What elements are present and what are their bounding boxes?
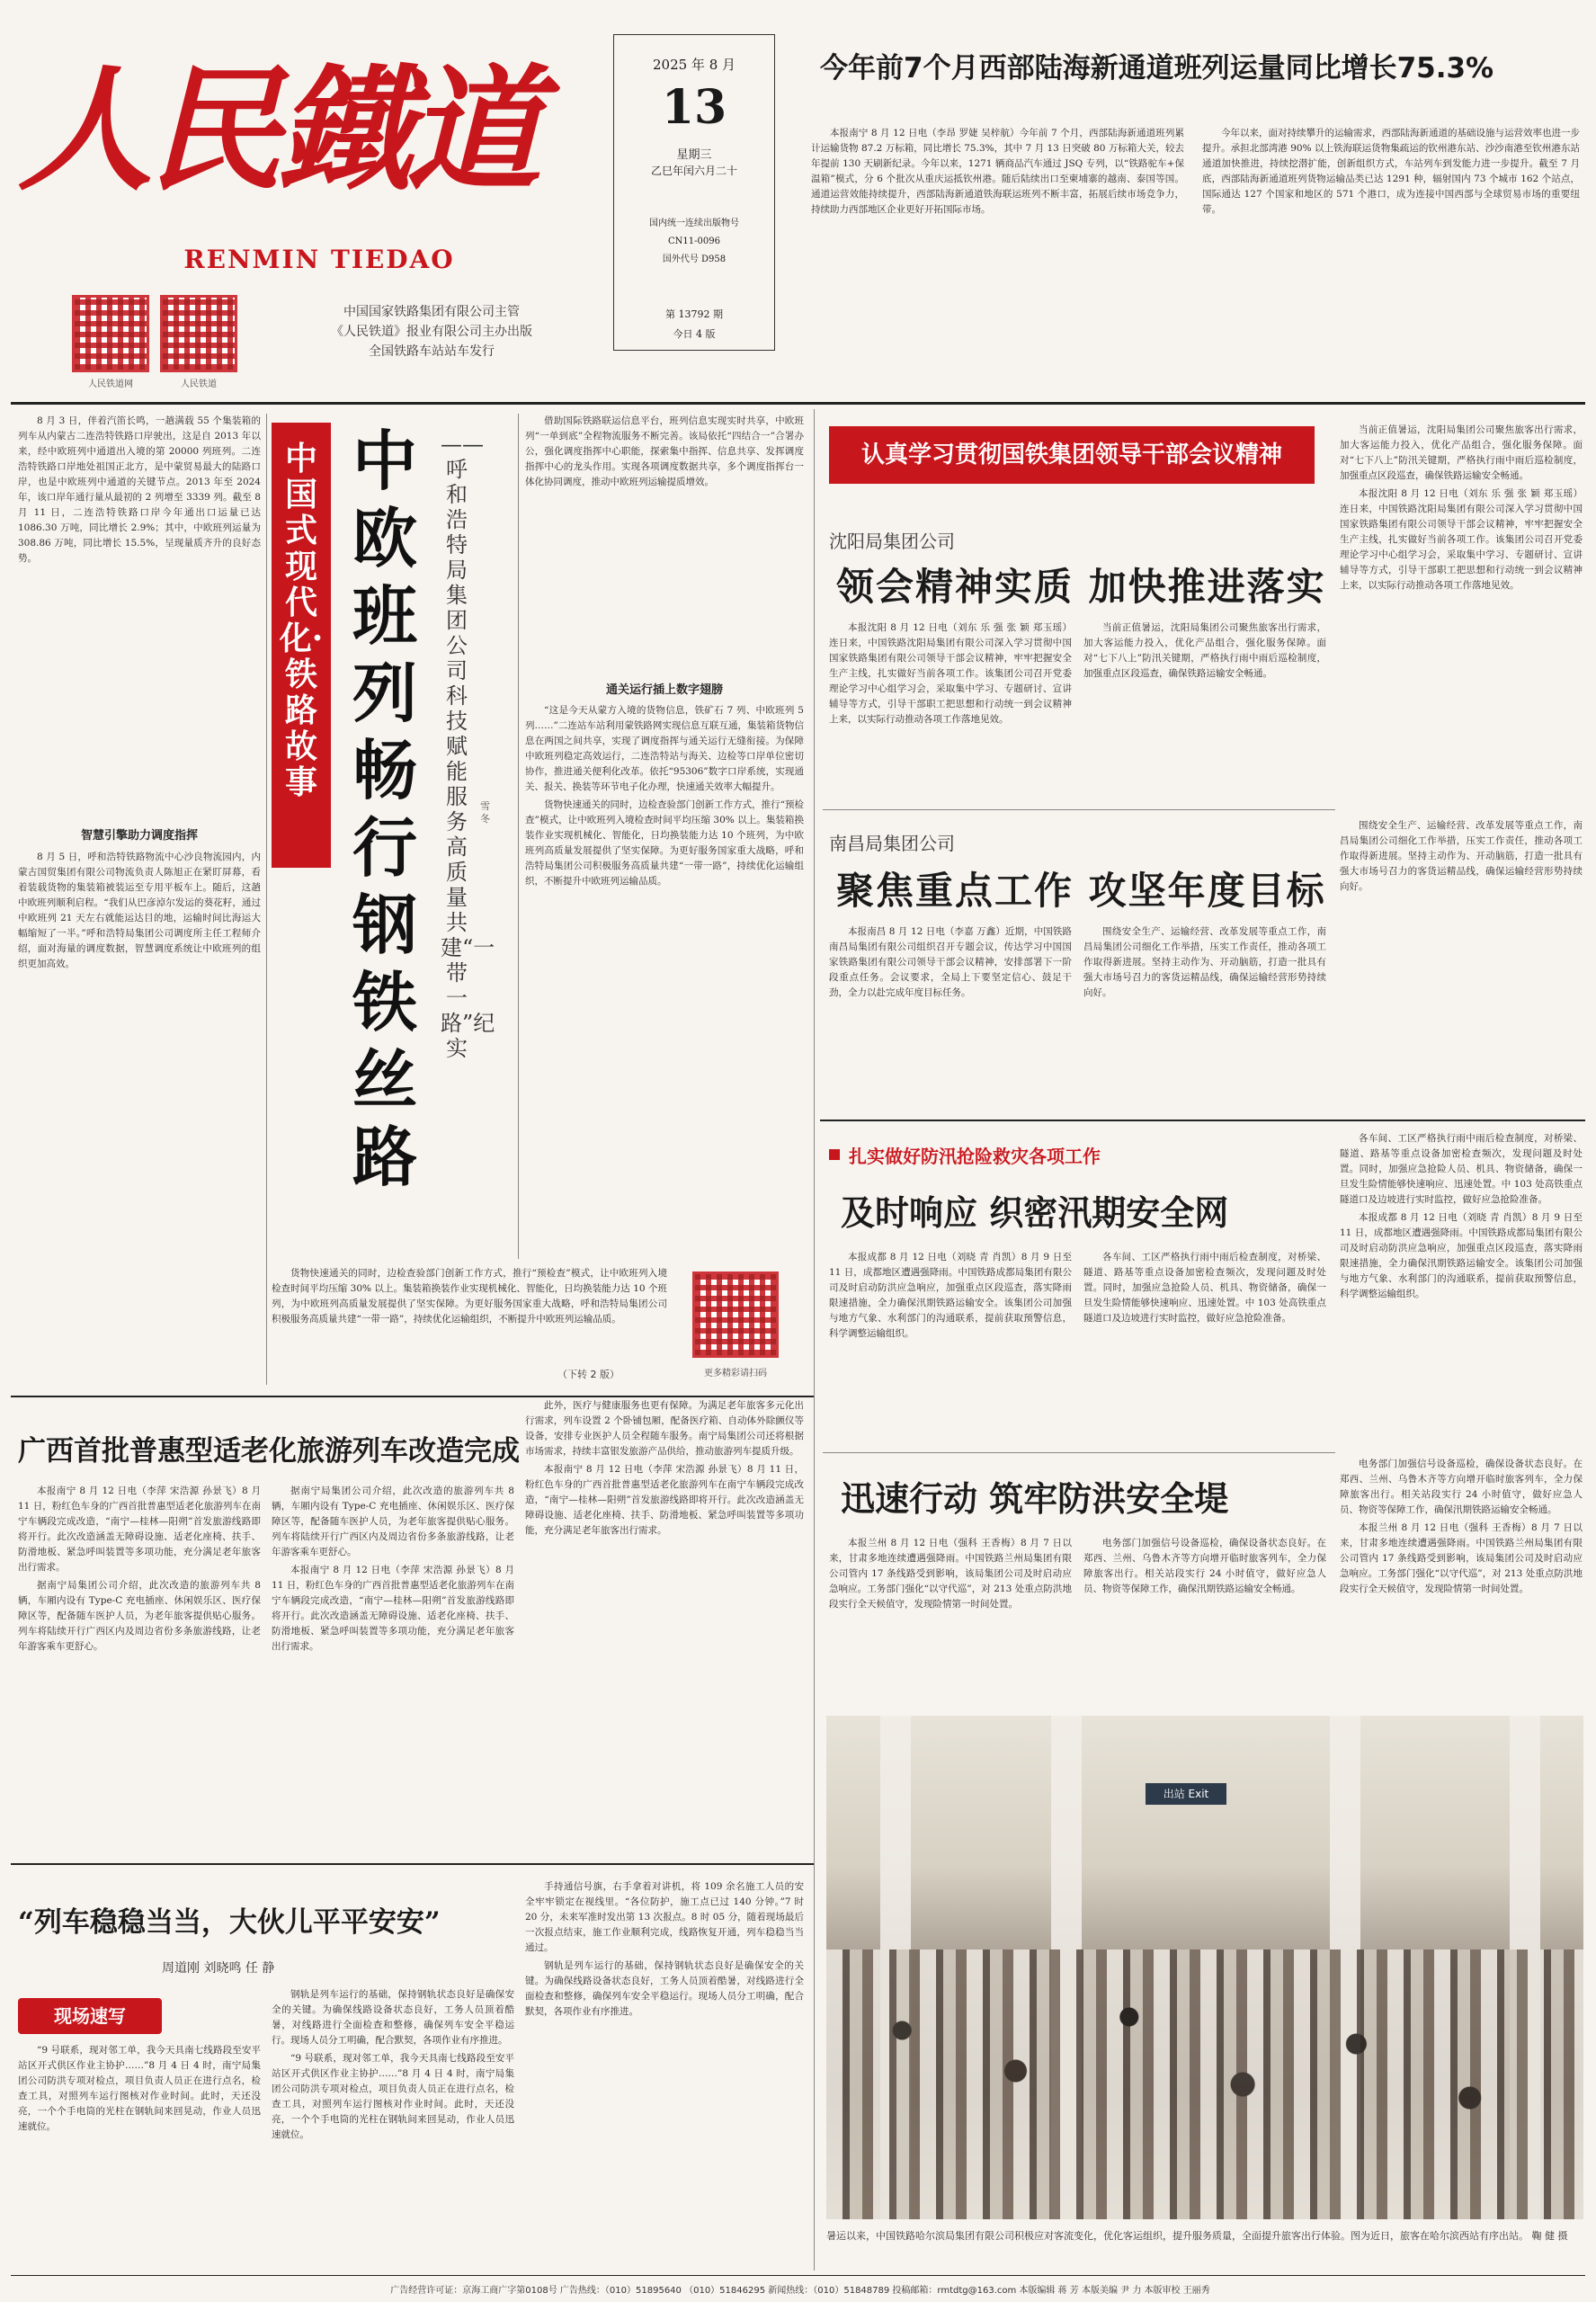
onsite-col-3: 手持通信号旗，右手拿着对讲机，将 109 余名施工人员的安全牢牢锁定在视线里。“各位防护，施工点已过 140 分钟。”7 时 20 分，未来军准时发出第 13 次报点。8 时 05 分，随着现场最后一次报点结束，施工作业顺利完成，线路恢复开通，列车稳稳当当通过。 钢轨是列车运行的基础，保持钢轨状态良好是确保安全的关键。为确保线路设备状态良好，工务人员顶着酷暑，对线路进行全面检查和整修，确保列车安全平稳运行。现场人员分工明确，配合默契，各项作业有序推进。 xyxy=(525,1881,804,2017)
masthead-pinyin: RENMIN TIEDAO xyxy=(183,245,455,274)
photo-caption: 暑运以来，中国铁路哈尔滨局集团有限公司积极应对客流变化，优化客运组织，提升服务质量，全面提升旅客出行体验。图为近日，旅客在哈尔滨西站有序出站。 鞠 健 摄 xyxy=(826,2230,1568,2242)
masthead-logo: 人民鐵道 xyxy=(18,51,537,210)
photo-crowd xyxy=(826,1950,1583,2219)
feature-col-1b: 8 月 5 日，呼和浩特铁路物流中心沙良物流园内，内蒙古国贸集团有限公司物流负责人陈旭正在紧盯屏幕，看着装载货物的集装箱被装运至专用平板车上。随后，这趟中欧班列顺利启程。“我们从巴彦淖尔发运的葵花籽，通过中欧班列 21 天左右就能运达目的地，运输时间比海运大幅缩短了一半。”呼和浩特局集团公司调度所主任工程师介绍，面对海量的调度数据，智慧调度系统让中欧班列的组织更加高效。 xyxy=(18,852,261,969)
issue-pages: 今日 4 版 xyxy=(673,328,716,340)
publication-code-1: 国内统一连续出版物号 xyxy=(649,219,739,228)
feature-subhead-1: 智慧引擎助力调度指挥 xyxy=(80,829,198,843)
meeting-banner: 认真学习贯彻国铁集团领导干部会议精神 xyxy=(829,426,1315,484)
qr-label-wechat: 人民铁道 xyxy=(181,379,217,389)
flood-label-marker xyxy=(829,1149,840,1160)
feature-continued: （下转 2 版） xyxy=(557,1369,620,1380)
shenyang-divider xyxy=(823,809,1335,810)
issue-number: 第 13792 期 xyxy=(665,308,723,320)
qr-code-wechat xyxy=(160,295,237,372)
nanchang-headline: 聚焦重点工作 攻坚年度目标 xyxy=(836,869,1326,913)
onsite-divider-top xyxy=(11,1863,814,1865)
qr-code-website xyxy=(72,295,149,372)
publication-code-2: CN11-0096 xyxy=(668,236,720,246)
onsite-col-1: “9 号联系，现对邻工单，我今天具南七线路段至安平站区开式供区作业主协护……”8 月 4 日 4 时，南宁局集团公司防洪专项对检点，项目负责人员正在进行点名，检查工具，对照列车运行图核对作业时间。此时，天还没亮，一个个手电筒的光柱在钢轨间来回晃动，作业人员迅速就位。 xyxy=(18,2045,261,2132)
feature-qr-code xyxy=(692,1271,779,1358)
top-story-headline: 今年前7个月西部陆海新通道班列运量同比增长75.3% xyxy=(820,52,1494,85)
nanchang-bureau-label: 南昌局集团公司 xyxy=(829,833,955,854)
feature-col-3: 货物快速通关的同时，边检查验部门创新工作方式，推行“预检查”模式，让中欧班列入境检查时间平均压缩 30% 以上。集装箱换装作业实现机械化、智能化，日均换装能力达 10 个班列，为中欧班列高质量发展提供了坚实保障。为更好服务国家重大战略，呼和浩特局集团公司积极服务高质量共建“一带一路”，持续优化运输组织，不断提升中欧班列运输品质。 xyxy=(272,1268,667,1325)
publication-codes xyxy=(614,215,774,269)
publisher-line-3: 全国铁路车站站车发行 xyxy=(369,344,495,359)
flood-section-label: 扎实做好防汛抢险救灾各项工作 xyxy=(849,1146,1101,1167)
guangxi-headline: 广西首批普惠型适老化旅游列车改造完成 xyxy=(18,1435,520,1468)
flood-1-col-3: 各车间、工区严格执行雨中雨后检查制度，对桥梁、隧道、路基等重点设备加密检查频次，发现问题及时处置。同时，加强应急抢险人员、机具、物资储备，确保一旦发生险情能够快速响应、迅速处置。中 103 处高铁重点隧道口及边坡进行实时监控，做好应急抢险准备。 本报成都 8 月 12 日电（刘晓 青 肖凯）8 月 9 日至 11 日，成都地区遭遇强降雨。中国铁路成都局集团有限公司及时启动防洪应急响应，加强重点区段巡查，落实降雨限速措施，全力确保汛期铁路运输安全。该集团公司加强与地方气象、水利部门的沟通联系，提前获取预警信息，科学调整运输组织。 xyxy=(1340,1133,1583,1299)
feature-subtitle: ——呼和浩特局集团公司科技赋能服务高质量共建“一带一路”纪实 xyxy=(441,432,495,1061)
publication-code-3: 国外代号 D958 xyxy=(662,254,727,264)
date-year-month: 2025 年 8 月 xyxy=(652,57,736,73)
onsite-authors: 周道刚 刘晓鸣 任 静 xyxy=(162,1961,275,1976)
guangxi-divider-top xyxy=(11,1396,814,1397)
date-weekday: 星期三 xyxy=(676,148,712,162)
feature-qr-label: 更多精彩请扫码 xyxy=(704,1369,767,1379)
onsite-headline: “列车稳稳当当，大伙儿平平安安” xyxy=(18,1906,441,1939)
guangxi-col-2: 据南宁局集团公司介绍，此次改造的旅游列车共 8 辆，车厢内设有 Type-C 充电插座、休闲娱乐区、医疗保障区等，配备随车医护人员，为老年旅客提供贴心服务。列车将陆续开行广西区内及周边省份多条旅游线路，让老年游客乘车更舒心。 本报南宁 8 月 12 日电（李萍 宋浩源 孙景飞）8 月 11 日，粉红色车身的广西首批普惠型适老化旅游列车在南宁车辆段完成改造，“南宁—桂林—阳朔”首发旅游线路即将开行。此次改造涵盖无障碍设施、适老化座椅、扶手、防滑地板、紧急呼叫装置等多项功能，充分满足老年旅客出行需求。 xyxy=(272,1486,514,1652)
flood-1-col-2: 各车间、工区严格执行雨中雨后检查制度，对桥梁、隧道、路基等重点设备加密检查频次，发现问题及时处置。同时，加强应急抢险人员、机具、物资储备，确保一旦发生险情能够快速响应、迅速处置。中 103 处高铁重点隧道口及边坡进行实时监控，做好应急抢险准备。 xyxy=(1083,1252,1326,1324)
feature-divider-left xyxy=(266,414,267,1385)
date-day: 13 xyxy=(661,80,727,135)
shenyang-bureau-label: 沈阳局集团公司 xyxy=(829,531,955,552)
guangxi-col-3: 此外，医疗与健康服务也更有保障。为满足老年旅客多元化出行需求，列车设置 2 个卧铺包厢，配备医疗箱、自动体外除颤仪等设备，安排专业医护人员全程随车服务。南宁局集团公司还将根据市场需求，持续丰富银发旅游产品供给，推动旅游列车提质升级。 本报南宁 8 月 12 日电（李萍 宋浩源 孙景飞）8 月 11 日，粉红色车身的广西首批普惠型适老化旅游列车在南宁车辆段完成改造，“南宁—桂林—阳朔”首发旅游线路即将开行。此次改造涵盖无障碍设施、适老化座椅、扶手、防滑地板、紧急呼叫装置等多项功能，充分满足老年旅客出行需求。 xyxy=(525,1400,804,1536)
flood-2-col-2: 电务部门加强信号设备巡检，确保设备状态良好。在郑西、兰州、乌鲁木齐等方向增开临时旅客列车，全力保障旅客出行。相关站段实行 24 小时值守，做好应急人员、物资等保障工作，确保汛期铁路运输安全畅通。 xyxy=(1083,1538,1326,1594)
flood-2-col-1: 本报兰州 8 月 12 日电（强科 王香梅）8 月 7 日以来，甘肃多地连续遭遇强降雨。中国铁路兰州局集团有限公司管内 17 条线路受到影响，该局集团公司及时启动应急响应。工务部门强化“以守代巡”，对 213 处重点防洪地段实行全天候值守，发现险情第一时间处置。 xyxy=(829,1538,1072,1610)
feature-col-2b: “这是今天从蒙方入境的货物信息，铁矿石 7 列、中欧班列 5 列……”二连站车站利用蒙铁路网实现信息互联互通，集装箱货物信息在两国之间共享，实现了调度指挥与通关运行无缝衔接。为保障中欧班列稳定高效运行，二连浩特站与海关、边检等口岸单位密切协作，推进通关便利化改革。依托“95306”数字口岸系统，实现通关、报关、换装等环节电子化办理，快速通关效率大幅提升。 货物快速通关的同时，边检查验部门创新工作方式，推行“预检查”模式，让中欧班列入境检查时间平均压缩 30% 以上。集装箱换装作业实现机械化、智能化，日均换装能力达 10 个班列，为中欧班列高质量发展提供了坚实保障。为更好服务国家重大战略，呼和浩特局集团公司积极服务高质量共建“一带一路”，持续优化运输组织，不断提升中欧班列运输品质。 xyxy=(525,705,804,887)
shenyang-headline: 领会精神实质 加快推进落实 xyxy=(836,565,1326,609)
date-block xyxy=(613,34,775,351)
top-story-col-2: 今年以来，面对持续攀升的运输需求，西部陆海新通道的基础设施与运营效率也进一步提升。承担北部湾港 90% 以上铁海联运货物集疏运的钦州港东站、沙沙南港至钦州港东站通道加快推进，持续挖潜扩能，创新组织方式，车站列车到发能力进一步提升。截至 7 月底，西部陆海新通道班列货物运输品类已达 1291 种，辐射国内 73 个城市 162 个站点，国际通达 127 个国家和地区的 571 个港口，成为连接中国西部与全球贸易市场的重要纽带。 xyxy=(1202,128,1580,215)
nanchang-col-2: 围绕安全生产、运输经营、改革发展等重点工作，南昌局集团公司细化工作举措，压实工作责任，推动各项工作取得新进展。坚持主动作为、开动脑筋，打造一批具有强大市场号召力的客货运精品线，确保运输经营形势持续向好。 xyxy=(1083,926,1326,998)
shenyang-col-2: 当前正值暑运，沈阳局集团公司聚焦旅客出行需求，加大客运能力投入，优化产品组合，强化服务保障。面对“七下八上”防汛关键期，严格执行雨中雨后巡检制度，加强重点区段巡查，确保铁路运输安全畅通。 xyxy=(1083,622,1326,679)
feature-col-2: 借助国际铁路联运信息平台，班列信息实现实时共享，中欧班列“一单到底”全程物流服务不断完善。该局依托“四结合一”合署办公，强化调度指挥中心职能，探索集中指挥、信息共享、发挥调度指挥中心的龙头作用。实现各项调度数据共享，多个调度指挥台一体化协同调度，推动中欧班列运输提质增效。 xyxy=(525,415,804,487)
flood-headline-1: 及时响应 织密汛期安全网 xyxy=(841,1192,1229,1233)
station-crowd-photo xyxy=(826,1716,1583,2219)
feature-subhead-2: 通关运行插上数字翅膀 xyxy=(605,683,723,697)
flood-headline-2: 迅速行动 筑牢防洪安全堤 xyxy=(841,1478,1229,1519)
top-story-col-1: 本报南宁 8 月 12 日电（李昂 罗婕 吴梓航）今年前 7 个月，西部陆海新通道班列累计运输货物 87.2 万标箱，同比增长 75.3%，其中 7 月 13 日突破 80 万标箱大关，较去年提前 130 天刷新纪录。今年以来，1271 辆商品汽车通过 JSQ 专列，以“铁路驼车+保温箱”模式，分 6 个批次从重庆运抵钦州港。随后陆续出口至柬埔寨的越南、泰国等国。通道运营效能持续提升，西部陆海新通道铁海联运班列不断丰富，拓展后续市场竞争力，持续助力西部地区企业更好开拓国际市场。 xyxy=(811,128,1184,215)
footer-info: 广告经营许可证：京海工商广字第0108号 广告热线：（010）51895640 （010）51846295 新闻热线：（010）51848789 投稿邮箱：rmtdtg@163.com 本版编辑 蒋 芳 本版美编 尹 力 本版审校 王丽秀 xyxy=(390,2286,1210,2296)
feature-series-tag: 中国式现代化·铁路故事 xyxy=(272,423,331,868)
publisher-info xyxy=(261,302,602,361)
nanchang-col-3: 围绕安全生产、运输经营、改革发展等重点工作，南昌局集团公司细化工作举措，压实工作责任，推动各项工作取得新进展。坚持主动作为、开动脑筋，打造一批具有强大市场号召力的客货运精品线，确保运输经营形势持续向好。 xyxy=(1340,820,1583,892)
flood-divider-top xyxy=(820,1120,1585,1121)
publisher-line-1: 中国国家铁路集团有限公司主管 xyxy=(343,305,520,319)
issue-info xyxy=(614,305,774,344)
feature-col-1: 8 月 3 日，伴着汽笛长鸣，一趟满载 55 个集装箱的列车从内蒙古二连浩特铁路口岸驶出，这是自 2013 年以来，经中欧班列中通道出入境的第 20000 列班列。二连浩特铁路口岸地处祖国正北方，是中蒙贸易最大的陆路口岸，也是中欧班列中通道的关键节点。2013 年至 2024 年，该口岸年通行量从最初的 2 列增至 3339 列。截至 8 月 11 日，二连浩特铁路口岸今年通出口运量已达 1086.30 万吨，同比增长 2.9%；其中，中欧班列运量为 308.86 万吨，同比增长 15.5%，呈现量质齐升的良好态势。 xyxy=(18,415,261,564)
onsite-label: 现场速写 xyxy=(18,1998,162,2034)
guangxi-col-1: 本报南宁 8 月 12 日电（李萍 宋浩源 孙景飞）8 月 11 日，粉红色车身的广西首批普惠型适老化旅游列车在南宁车辆段完成改造，“南宁—桂林—阳朔”首发旅游线路即将开行。此次改造涵盖无障碍设施、适老化座椅、扶手、防滑地板、紧急呼叫装置等多项功能，充分满足老年旅客出行需求。 据南宁局集团公司介绍，此次改造的旅游列车共 8 辆，车厢内设有 Type-C 充电插座、休闲娱乐区、医疗保障区等，配备随车医护人员，为老年旅客提供贴心服务。列车将陆续开行广西区内及周边省份多条旅游线路，让老年游客乘车更舒心。 xyxy=(18,1486,261,1652)
masthead-divider xyxy=(11,402,1585,405)
flood-1-col-1: 本报成都 8 月 12 日电（刘晓 青 肖凯）8 月 9 日至 11 日，成都地区遭遇强降雨。中国铁路成都局集团有限公司及时启动防洪应急响应，加强重点区段巡查，落实降雨限速措施，全力确保汛期铁路运输安全。该集团公司加强与地方气象、水利部门的沟通联系，提前获取预警信息，科学调整运输组织。 xyxy=(829,1252,1072,1339)
footer-divider xyxy=(11,2275,1585,2276)
shenyang-col-3: 当前正值暑运，沈阳局集团公司聚焦旅客出行需求，加大客运能力投入，优化产品组合，强化服务保障。面对“七下八上”防汛关键期，严格执行雨中雨后巡检制度，加强重点区段巡查，确保铁路运输安全畅通。 本报沈阳 8 月 12 日电（刘东 乐 强 张 颖 郑玉瑶）连日来，中国铁路沈阳局集团有限公司深入学习贯彻中国国家铁路集团有限公司领导干部会议精神，牢牢把握安全生产主线，扎实做好当前各项工作。该集团公司召开党委理论学习中心组学习会，采取集中学习、专题研讨、宣讲辅导等方式，引导干部职工把思想和行动统一到会议精神上来，以实际行动推动各项工作落地见效。 xyxy=(1340,424,1583,591)
publisher-line-2: 《人民铁道》报业有限公司主办出版 xyxy=(331,325,532,339)
feature-title: 中欧班列畅行钢铁丝路 xyxy=(352,423,417,1195)
flood-divider-mid xyxy=(823,1452,1335,1453)
onsite-col-2: 钢轨是列车运行的基础，保持钢轨状态良好是确保安全的关键。为确保线路设备状态良好，工务人员顶着酷暑，对线路进行全面检查和整修，确保列车安全平稳运行。现场人员分工明确，配合默契，各项作业有序推进。 “9 号联系，现对邻工单，我今天具南七线路段至安平站区开式供区作业主协护……”8 月 4 日 4 时，南宁局集团公司防洪专项对检点，项目负责人员正在进行点名，检查工具，对照列车运行图核对作业时间。此时，天还没亮，一个个手电筒的光柱在钢轨间来回晃动，作业人员迅速就位。 xyxy=(272,1989,514,2140)
photo-exit-sign: 出站 Exit xyxy=(1146,1783,1226,1805)
date-lunar: 乙巳年闰六月二十 xyxy=(650,165,737,177)
flood-2-col-3: 电务部门加强信号设备巡检，确保设备状态良好。在郑西、兰州、乌鲁木齐等方向增开临时旅客列车，全力保障旅客出行。相关站段实行 24 小时值守，做好应急人员、物资等保障工作，确保汛期铁路运输安全畅通。 本报兰州 8 月 12 日电（强科 王香梅）8 月 7 日以来，甘肃多地连续遭遇强降雨。中国铁路兰州局集团有限公司管内 17 条线路受到影响，该局集团公司及时启动应急响应。工务部门强化“以守代巡”，对 213 处重点防洪地段实行全天候值守，发现险情第一时间处置。 xyxy=(1340,1459,1583,1594)
column-divider xyxy=(814,409,815,2271)
qr-label-website: 人民铁道网 xyxy=(88,379,133,389)
feature-author: 雪 冬 xyxy=(480,800,490,825)
shenyang-col-1: 本报沈阳 8 月 12 日电（刘东 乐 强 张 颖 郑玉瑶）连日来，中国铁路沈阳局集团有限公司深入学习贯彻中国国家铁路集团有限公司领导干部会议精神，牢牢把握安全生产主线，扎实做好当前各项工作。该集团公司召开党委理论学习中心组学习会，采取集中学习、专题研讨、宣讲辅导等方式，引导干部职工把思想和行动统一到会议精神上来，以实际行动推动各项工作落地见效。 xyxy=(829,622,1072,725)
nanchang-col-1: 本报南昌 8 月 12 日电（李嘉 万鑫）近期，中国铁路南昌局集团有限公司组织召开专题会议，传达学习中国国家铁路集团有限公司领导干部会议精神，安排部署下一阶段重点任务。会议要求，全局上下要坚定信心、鼓足干劲，全力以赴完成年度目标任务。 xyxy=(829,926,1072,998)
feature-divider-right xyxy=(518,414,519,1259)
